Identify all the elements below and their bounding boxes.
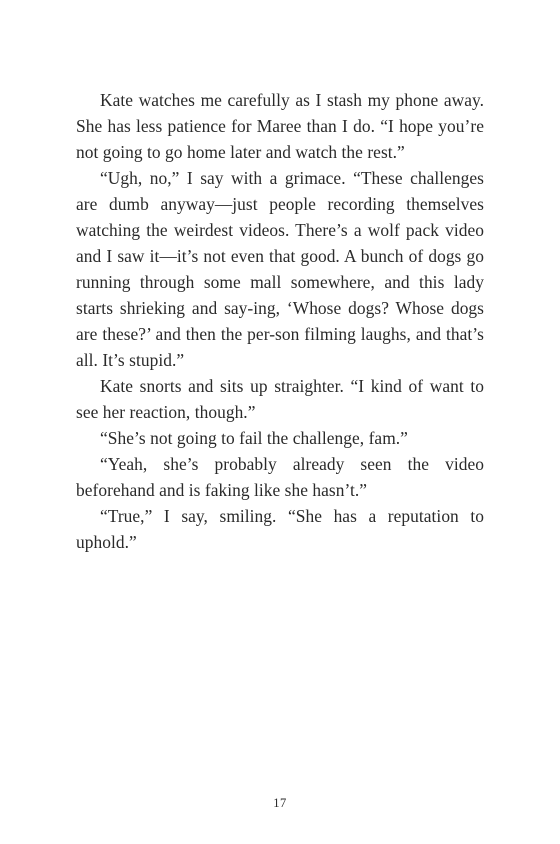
- paragraph: “Ugh, no,” I say with a grimace. “These challenges are dumb anyway—just people recording themselves watching the weirdest videos. There’s a wolf pack video and I saw it—it’s not even that good. A bunch of dogs go running through some mall somewhere, and this lady starts shrieking and say-ing, ‘Whose dogs? Whose dogs are these?’ and then the per-son filming laughs, and that’s all. It’s stupid.”: [76, 168, 484, 370]
- paragraph: “Yeah, she’s probably already seen the video beforehand and is faking like she hasn’t.”: [76, 454, 484, 500]
- page-number: 17: [273, 796, 287, 810]
- body-text: [76, 87, 484, 555]
- paragraph: Kate snorts and sits up straighter. “I kind of want to see her reaction, though.”: [76, 376, 484, 422]
- paragraph: “She’s not going to fail the challenge, fam.”: [100, 428, 408, 448]
- paragraph: Kate watches me carefully as I stash my phone away. She has less patience for Maree than I do. “I hope you’re not going to go home later and watch the rest.”: [76, 90, 484, 162]
- paragraph: “True,” I say, smiling. “She has a reputation to uphold.”: [76, 506, 484, 552]
